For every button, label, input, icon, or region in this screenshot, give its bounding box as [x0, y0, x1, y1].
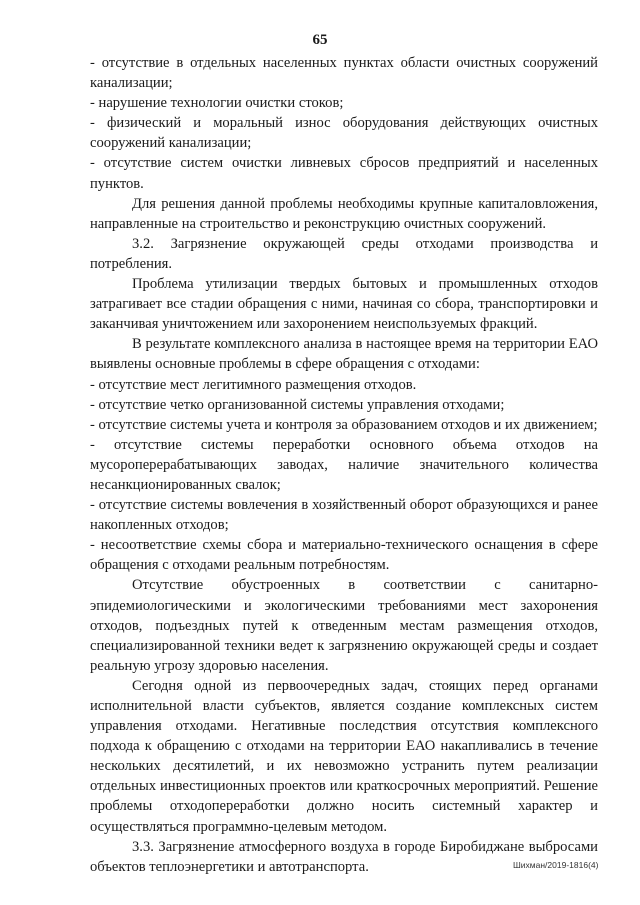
- paragraph-5: Для решения данной проблемы необходимы крупные капиталовложения, направленные на строительство и реконструкцию очистных сооружений.: [90, 195, 598, 232]
- paragraph-2: - нарушение технологии очистки стоков;: [90, 95, 344, 112]
- paragraph-16: Сегодня одной из первоочередных задач, стоящих перед органами исполнительной власти субъектов, является создание комплексных систем управления отходами. Негативные последствия отсутствия комплексного подхода к обращению с отходами на территории ЕАО накапливались в течение нескольких десятилетий, и их невозможно устранить путем реализации отдельных инвестиционных проектов или краткосрочных мероприятий. Решение проблемы отходопереработки должно носить системный характер и осуществляться программно-целевым методом.: [90, 677, 598, 835]
- paragraph-12: - отсутствие системы переработки основного объема отходов на мусороперерабатывающих заводах, наличие значительного количества несанкционированных свалок;: [90, 436, 598, 493]
- section-heading-3-3: 3.3. Загрязнение атмосферного воздуха в городе Биробиджане выбросами объектов теплоэнергетики и автотранспорта.: [90, 838, 598, 875]
- paragraph-9: - отсутствие мест легитимного размещения отходов.: [90, 376, 417, 393]
- document-body: [90, 53, 598, 877]
- paragraph-10: - отсутствие четко организованной системы управления отходами;: [90, 396, 505, 413]
- paragraph-14: - несоответствие схемы сбора и материально-технического оснащения в сфере обращения с отходами реальным потребностям.: [90, 537, 598, 574]
- paragraph-7: Проблема утилизации твердых бытовых и промышленных отходов затрагивает все стадии обращения с ними, начиная со сбора, транспортировки и заканчивая уничтожением или захоронением неиспользуемых фракций.: [90, 276, 598, 333]
- section-heading-3-2: 3.2. Загрязнение окружающей среды отходами производства и потребления.: [90, 235, 598, 272]
- footer-document-code: Шихман/2019-1816(4): [513, 860, 599, 870]
- paragraph-15: Отсутствие обустроенных в соответствии с санитарно-эпидемиологическими и экологическими требованиями мест захоронения отходов, подъездных путей к отведенным местам размещения отходов, специализированной техники ведет к загрязнению окружающей среды и создает реальную угрозу здоровью населения.: [90, 577, 598, 674]
- paragraph-8: В результате комплексного анализа в настоящее время на территории ЕАО выявлены основные проблемы в сфере обращения с отходами:: [90, 336, 598, 373]
- paragraph-3: - физический и моральный износ оборудования действующих очистных сооружений канализации;: [90, 115, 598, 152]
- page-number: 65: [312, 32, 328, 48]
- paragraph-1: - отсутствие в отдельных населенных пунктах области очистных сооружений канализации;: [90, 55, 598, 92]
- paragraph-13: - отсутствие системы вовлечения в хозяйственный оборот образующихся и ранее накопленных отходов;: [90, 497, 598, 534]
- paragraph-4: - отсутствие систем очистки ливневых сбросов предприятий и населенных пунктов.: [90, 155, 598, 192]
- paragraph-11: - отсутствие системы учета и контроля за образованием отходов и их движением;: [90, 416, 598, 433]
